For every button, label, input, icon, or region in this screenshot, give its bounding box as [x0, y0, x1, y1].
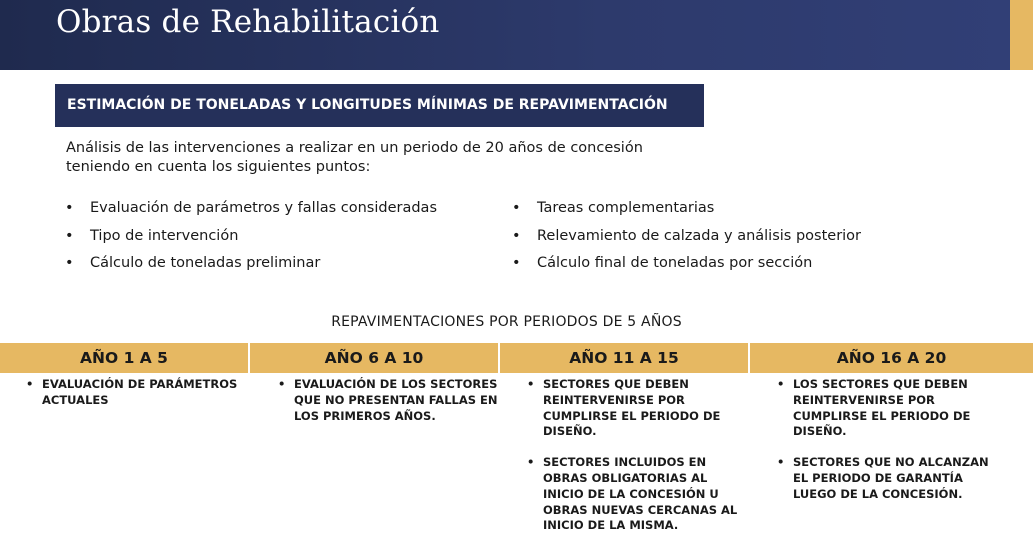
- bullet-icon: •: [512, 255, 521, 271]
- bullet-icon: •: [26, 377, 34, 391]
- period-item-line: EVALUACIÓN DE LOS SECTORES: [294, 377, 498, 391]
- bullet-icon: •: [527, 377, 535, 391]
- period-column-4: [777, 377, 1017, 518]
- bullet-icon: •: [65, 227, 74, 244]
- bullet-icon: •: [777, 455, 785, 470]
- period-item-line: SECTORES QUE DEBEN: [543, 377, 689, 391]
- bullet-text: Evaluación de parámetros y fallas consideradas: [90, 200, 438, 216]
- period-item-line: REINTERVENIRSE POR: [793, 392, 935, 407]
- period-item-line: OBRAS NUEVAS CERCANAS AL: [543, 502, 738, 517]
- period-item-line: EVALUACIÓN DE PARÁMETROS: [42, 377, 238, 391]
- period-item-line: LOS SECTORES QUE DEBEN: [793, 377, 968, 391]
- period-item-line: LOS PRIMEROS AÑOS.: [294, 408, 436, 423]
- period-item: [527, 377, 767, 440]
- section-title: ESTIMACIÓN DE TONELADAS Y LONGITUDES MÍNIMAS DE REPAVIMENTACIÓN: [67, 97, 668, 113]
- period-item-line: DISEÑO.: [543, 424, 597, 439]
- period-header-bar: [0, 343, 1033, 373]
- bullet-icon: •: [65, 200, 74, 216]
- period-item: [26, 377, 266, 409]
- period-column-2: [278, 377, 518, 439]
- period-item-line: SECTORES QUE NO ALCANZAN: [793, 455, 989, 470]
- bullet-text: Cálculo final de toneladas por sección: [537, 255, 813, 271]
- bullet-icon: •: [512, 227, 521, 244]
- periods-heading: REPAVIMENTACIONES POR PERIODOS DE 5 AÑOS: [331, 314, 682, 330]
- period-item-line: REINTERVENIRSE POR: [543, 392, 685, 407]
- period-item: [777, 377, 1017, 440]
- period-item-line: CUMPLIRSE EL PERIODO DE: [793, 408, 971, 423]
- bullet-icon: •: [65, 255, 74, 271]
- bullet-icon: •: [278, 377, 286, 391]
- bullet-icon: •: [777, 377, 785, 391]
- period-column-3: [527, 377, 767, 549]
- period-header-2: AÑO 6 A 10: [250, 343, 500, 373]
- period-header-4: AÑO 16 A 20: [836, 349, 947, 367]
- period-item: [777, 455, 1017, 502]
- title-banner: [0, 0, 1010, 70]
- section-title-box: [55, 84, 704, 127]
- intro-paragraph: [66, 139, 706, 177]
- period-item-line: INICIO DE LA MISMA.: [543, 518, 679, 533]
- bullet-text: Tareas complementarias: [537, 200, 715, 216]
- bullet-text: Tipo de intervención: [90, 227, 239, 244]
- period-item-line: SECTORES INCLUIDOS EN: [543, 455, 707, 470]
- period-item-line: CUMPLIRSE EL PERIODO DE: [543, 408, 721, 423]
- bullet-text: Cálculo de toneladas preliminar: [90, 255, 321, 271]
- period-item-line: OBRAS OBLIGATORIAS AL: [543, 470, 708, 485]
- bullet-text: Relevamiento de calzada y análisis posterior: [537, 227, 862, 244]
- period-item-line: QUE NO PRESENTAN FALLAS EN: [294, 392, 498, 407]
- period-item: [278, 377, 518, 424]
- bullet-icon: •: [512, 200, 521, 216]
- bullet-icon: •: [527, 455, 535, 470]
- period-item: [527, 455, 767, 534]
- period-column-1: [26, 377, 266, 424]
- intro-line-1: Análisis de las intervenciones a realizar en un periodo de 20 años de concesión: [66, 140, 643, 156]
- period-item-line: LUEGO DE LA CONCESIÓN.: [793, 486, 963, 501]
- period-item-line: EL PERIODO DE GARANTÍA: [793, 470, 963, 485]
- title-banner-accent: [1010, 0, 1033, 70]
- intro-line-2: teniendo en cuenta los siguientes puntos:: [66, 159, 371, 175]
- period-header-3: AÑO 11 A 15: [500, 343, 750, 373]
- period-item-line: INICIO DE LA CONCESIÓN U: [543, 486, 719, 501]
- period-item-line: ACTUALES: [42, 392, 109, 407]
- period-header-1: AÑO 1 A 5: [0, 343, 250, 373]
- page-title: Obras de Rehabilitación: [56, 4, 440, 40]
- period-item-line: DISEÑO.: [793, 424, 847, 439]
